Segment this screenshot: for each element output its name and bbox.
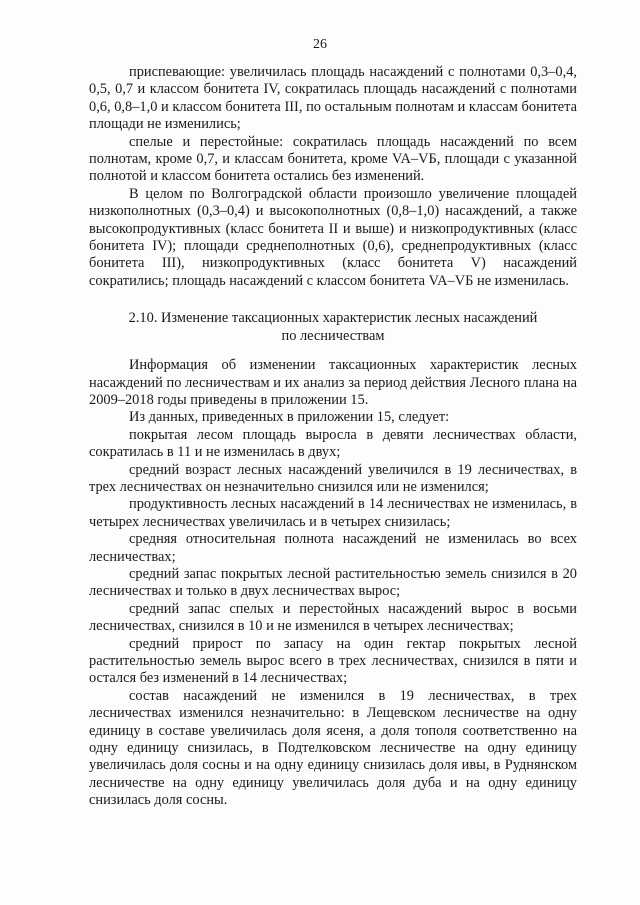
paragraph-ripening: приспевающие: увеличилась площадь насаждений с полнотами 0,3–0,4, 0,5, 0,7 и классом бонитета IV, сократилась площадь насаждений с полнотами 0,6, 0,8–1,0 и классом бонитета III, по остальным полнотам и классам бонитета площади не изменились;	[89, 64, 577, 133]
list-item-composition: состав насаждений не изменился в 19 лесничествах, в трех лесничествах изменился незначительно: в Лещевском лесничестве на одну единицу в составе увеличилась доля ясеня, а доля тополя соответственно на одну единицу снизилась, в Подтелковском лесничестве на одну единицу увеличилась доля сосны и на одну единицу снизилась доля ивы, в Руднянском лесничестве на одну единицу увеличилась доля дуба и на одну единицу снизилась доля сосны.	[89, 687, 577, 809]
paragraph-info: Информация об изменении таксационных характеристик лесных насаждений по лесничествам и их анализ за период действия Лесного плана на 2009–2018 годы приведены в приложении 15.	[89, 357, 577, 408]
list-item-mature-stock: средний запас спелых и перестойных насаждений вырос в восьми лесничествах, снизился в 10 и не изменился в четырех лесничествах;	[89, 600, 577, 635]
list-item-productivity: продуктивность лесных насаждений в 14 лесничествах не изменилась, в четырех лесничествах увеличилась и в четырех снизилась;	[89, 496, 577, 530]
list-item-average-age: средний возраст лесных насаждений увеличился в 19 лесничествах, в трех лесничествах он незначительно снизился или не изменился;	[89, 461, 577, 495]
paragraph-mature: спелые и перестойные: сократилась площадь насаждений по всем полнотам, кроме 0,7, и классам бонитета, кроме VA–VБ, площади с указанной полнотой и классом бонитета остались без изменений.	[89, 133, 577, 185]
list-item-increment: средний прирост по запасу на один гектар покрытых лесной растительностью земель вырос всего в трех лесничествах, снизился в пяти и остался без изменений в 14 лесничествах;	[89, 635, 577, 687]
section-heading-line-2: по лесничествам	[281, 327, 385, 344]
list-item-average-stock: средний запас покрытых лесной растительностью земель снизился в 20 лесничествах и только в двух лесничествах вырос;	[89, 565, 577, 600]
section-heading	[89, 310, 577, 345]
page-content	[89, 64, 577, 810]
list-item-density: средняя относительная полнота насаждений не изменилась во всех лесничествах;	[89, 531, 577, 565]
page-number: 26	[313, 37, 327, 52]
paragraph-region-summary: В целом по Волгоградской области произошло увеличение площадей низкополнотных (0,3–0,4) и высокополнотных (0,8–1,0) насаждений, а также высокопродуктивных (класс бонитета II и выше) и низкопродуктивных (класс бонитета IV); площади среднеполнотных (0,6), среднепродуктивных (класс бонитета III), низкопродуктивных (класс бонитета V) насаждений сократились; площадь насаждений с классом бонитета VA–VБ не изменилась.	[89, 185, 577, 289]
paragraph-intro: Из данных, приведенных в приложении 15, следует:	[129, 409, 450, 426]
section-heading-line-1: 2.10. Изменение таксационных характеристик лесных насаждений	[128, 310, 538, 327]
list-item-forest-area: покрытая лесом площадь выросла в девяти лесничествах области, сократилась в 11 и не изменилась в двух;	[89, 426, 577, 461]
